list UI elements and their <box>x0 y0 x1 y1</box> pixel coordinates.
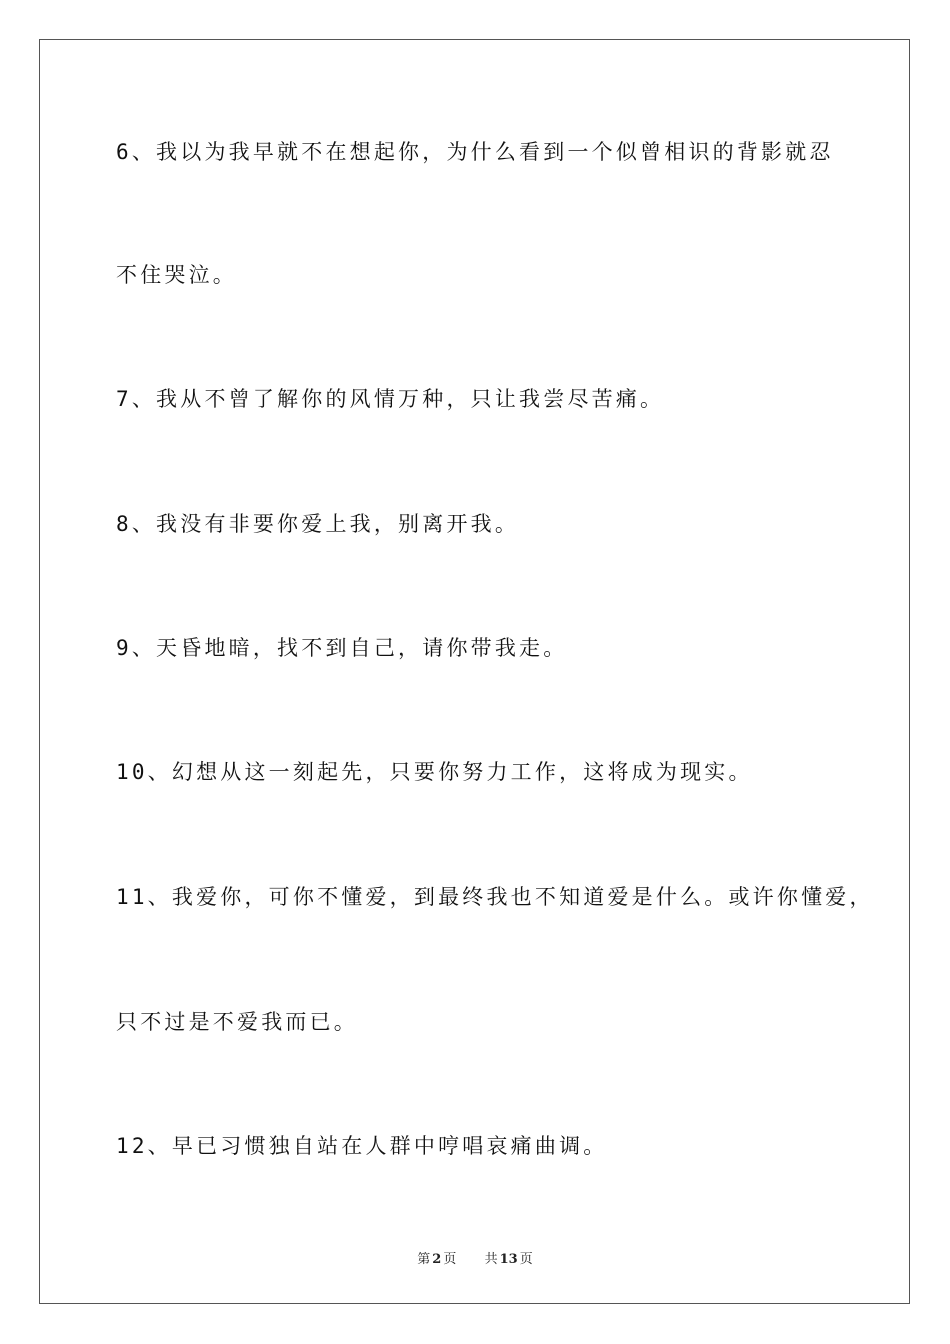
page-prefix: 第 <box>417 1252 431 1267</box>
text-line: 8、我没有非要你爱上我，别离开我。 <box>116 512 520 536</box>
page-current: 2 <box>432 1252 442 1267</box>
text-line: 9、天昏地暗，找不到自己，请你带我走。 <box>116 636 568 660</box>
text-line: 只不过是不爱我而已。 <box>116 1010 358 1034</box>
page-suffix: 页 <box>443 1252 457 1267</box>
text-line: 7、我从不曾了解你的风情万种，只让我尝尽苦痛。 <box>116 387 665 411</box>
page-border <box>39 39 910 1304</box>
page-footer <box>0 1248 950 1267</box>
text-line: 10、幻想从这一刻起先，只要你努力工作，这将成为现实。 <box>116 760 753 784</box>
total-pages: 13 <box>499 1252 518 1267</box>
text-line: 11、我爱你，可你不懂爱，到最终我也不知道爱是什么。或许你懂爱， <box>116 885 874 909</box>
text-line: 6、我以为我早就不在想起你，为什么看到一个似曾相识的背影就忍 <box>116 140 834 164</box>
text-line: 不住哭泣。 <box>116 263 237 287</box>
text-line: 12、早已习惯独自站在人群中哼唱哀痛曲调。 <box>116 1134 608 1158</box>
total-suffix: 页 <box>519 1252 533 1267</box>
total-prefix: 共 <box>484 1252 498 1267</box>
